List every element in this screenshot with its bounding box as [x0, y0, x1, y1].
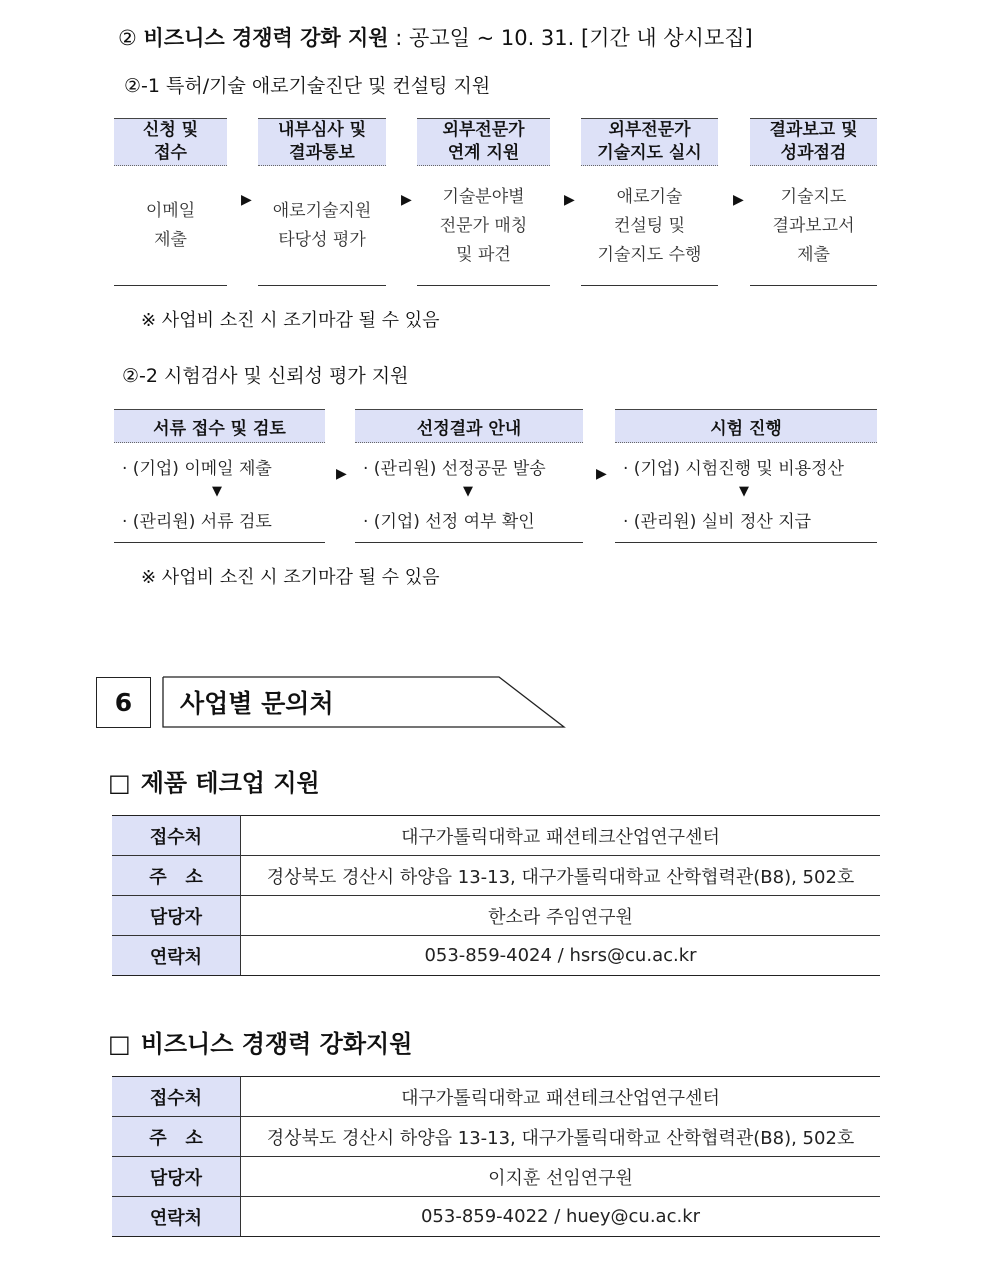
table-row — [112, 1077, 880, 1117]
row-label: 담당자 — [112, 896, 241, 936]
flow1-step-head: 결과보고 및 성과점검 — [750, 118, 877, 166]
table-row — [112, 816, 880, 856]
contact-heading-2 — [108, 1024, 412, 1059]
flow1-step-4 — [581, 118, 718, 286]
flow2-step-1 — [114, 409, 325, 543]
row-value: 이지훈 선임연구원 — [241, 1157, 881, 1197]
contact-heading-1 — [108, 763, 320, 798]
arrow-down-icon: ▼ — [463, 484, 473, 499]
flow2-step-head: 선정결과 안내 — [355, 409, 583, 443]
arrow-right-icon: ▶ — [336, 466, 347, 482]
flow2-line: · (관리원) 서류 검토 — [122, 512, 272, 532]
contact-heading-text: 비즈니스 경쟁력 강화지원 — [140, 1030, 413, 1058]
flow2-step-head: 시험 진행 — [615, 409, 877, 443]
checkbox-square-icon: □ — [108, 1030, 131, 1058]
row-value: 대구가톨릭대학교 패션테크산업연구센터 — [241, 816, 881, 856]
contact-table-2 — [112, 1076, 880, 1237]
row-value: 경상북도 경산시 하양읍 13-13, 대구가톨릭대학교 산학협력관(B8), 502호 — [241, 1117, 881, 1157]
flow2-step-3 — [615, 409, 877, 543]
arrow-right-icon: ▶ — [241, 192, 252, 208]
arrow-right-icon: ▶ — [564, 192, 575, 208]
section-title: 사업별 문의처 — [180, 689, 334, 718]
subheading-2-2: ②-2 시험검사 및 신뢰성 평가 지원 — [122, 365, 409, 387]
contact-heading-text: 제품 테크업 지원 — [140, 769, 320, 797]
flow1-step-body: 기술지도 결과보고서 제출 — [772, 186, 855, 265]
row-value: 경상북도 경산시 하양읍 13-13, 대구가톨릭대학교 산학협력관(B8), 502호 — [241, 856, 881, 896]
table-row — [112, 1197, 880, 1237]
row-label: 담당자 — [112, 1157, 241, 1197]
flow2-line: · (기업) 선정 여부 확인 — [363, 512, 535, 532]
row-label: 연락처 — [112, 1197, 241, 1237]
row-value[interactable]: 053-859-4024 / hsrs@cu.ac.kr — [241, 936, 881, 976]
flow2-line: · (기업) 이메일 제출 — [122, 459, 272, 479]
flow1-step-body: 기술분야별 전문가 매칭 및 파견 — [439, 186, 528, 265]
flow1-step-5 — [750, 118, 877, 286]
arrow-right-icon: ▶ — [596, 466, 607, 482]
heading-period: : 공고일 ~ 10. 31. [기간 내 상시모집] — [395, 26, 753, 50]
subheading-2-1: ②-1 특허/기술 애로기술진단 및 컨설팅 지원 — [124, 75, 491, 97]
row-value: 한소라 주임연구원 — [241, 896, 881, 936]
table-row — [112, 1117, 880, 1157]
row-value[interactable]: 053-859-4022 / huey@cu.ac.kr — [241, 1197, 881, 1237]
row-label: 주 소 — [112, 1117, 241, 1157]
row-value: 대구가톨릭대학교 패션테크산업연구센터 — [241, 1077, 881, 1117]
contact-table-1 — [112, 815, 880, 976]
flow2-step-2 — [355, 409, 583, 543]
arrow-down-icon: ▼ — [739, 484, 749, 499]
flow2-line: · (관리원) 선정공문 발송 — [363, 459, 546, 479]
table-row — [112, 856, 880, 896]
flow2-line: · (기업) 시험진행 및 비용정산 — [623, 459, 844, 479]
flow1-step-head: 외부전문가 기술지도 실시 — [581, 118, 718, 166]
flow1-step-head: 신청 및 접수 — [114, 118, 227, 166]
flow1-step-head: 내부심사 및 결과통보 — [258, 118, 386, 166]
row-label: 접수처 — [112, 1077, 241, 1117]
flow1-step-head: 외부전문가 연계 지원 — [417, 118, 550, 166]
arrow-right-icon: ▶ — [401, 192, 412, 208]
heading-number: ② — [118, 26, 137, 50]
flow1-step-body: 이메일 제출 — [145, 201, 196, 250]
flow1-step-body: 애로기술 컨설팅 및 기술지도 수행 — [597, 186, 702, 265]
flow1-step-body: 애로기술지원 타당성 평가 — [272, 201, 372, 250]
arrow-right-icon: ▶ — [733, 192, 744, 208]
row-label: 주 소 — [112, 856, 241, 896]
checkbox-square-icon: □ — [108, 769, 131, 797]
section-number-box: 6 — [96, 677, 151, 728]
table-row — [112, 936, 880, 976]
flow2-step-head: 서류 접수 및 검토 — [114, 409, 325, 443]
table-row — [112, 1157, 880, 1197]
flow1-step-2 — [258, 118, 386, 286]
flow2-line: · (관리원) 실비 정산 지급 — [623, 512, 812, 532]
arrow-down-icon: ▼ — [212, 484, 222, 499]
note-2: ※ 사업비 소진 시 조기마감 될 수 있음 — [141, 567, 440, 588]
row-label: 접수처 — [112, 816, 241, 856]
note-1: ※ 사업비 소진 시 조기마감 될 수 있음 — [141, 310, 440, 331]
heading-title: 비즈니스 경쟁력 강화 지원 — [143, 26, 389, 50]
flow1-step-3 — [417, 118, 550, 286]
section-heading — [118, 22, 753, 52]
row-label: 연락처 — [112, 936, 241, 976]
flow1-step-1 — [114, 118, 227, 286]
table-row — [112, 896, 880, 936]
